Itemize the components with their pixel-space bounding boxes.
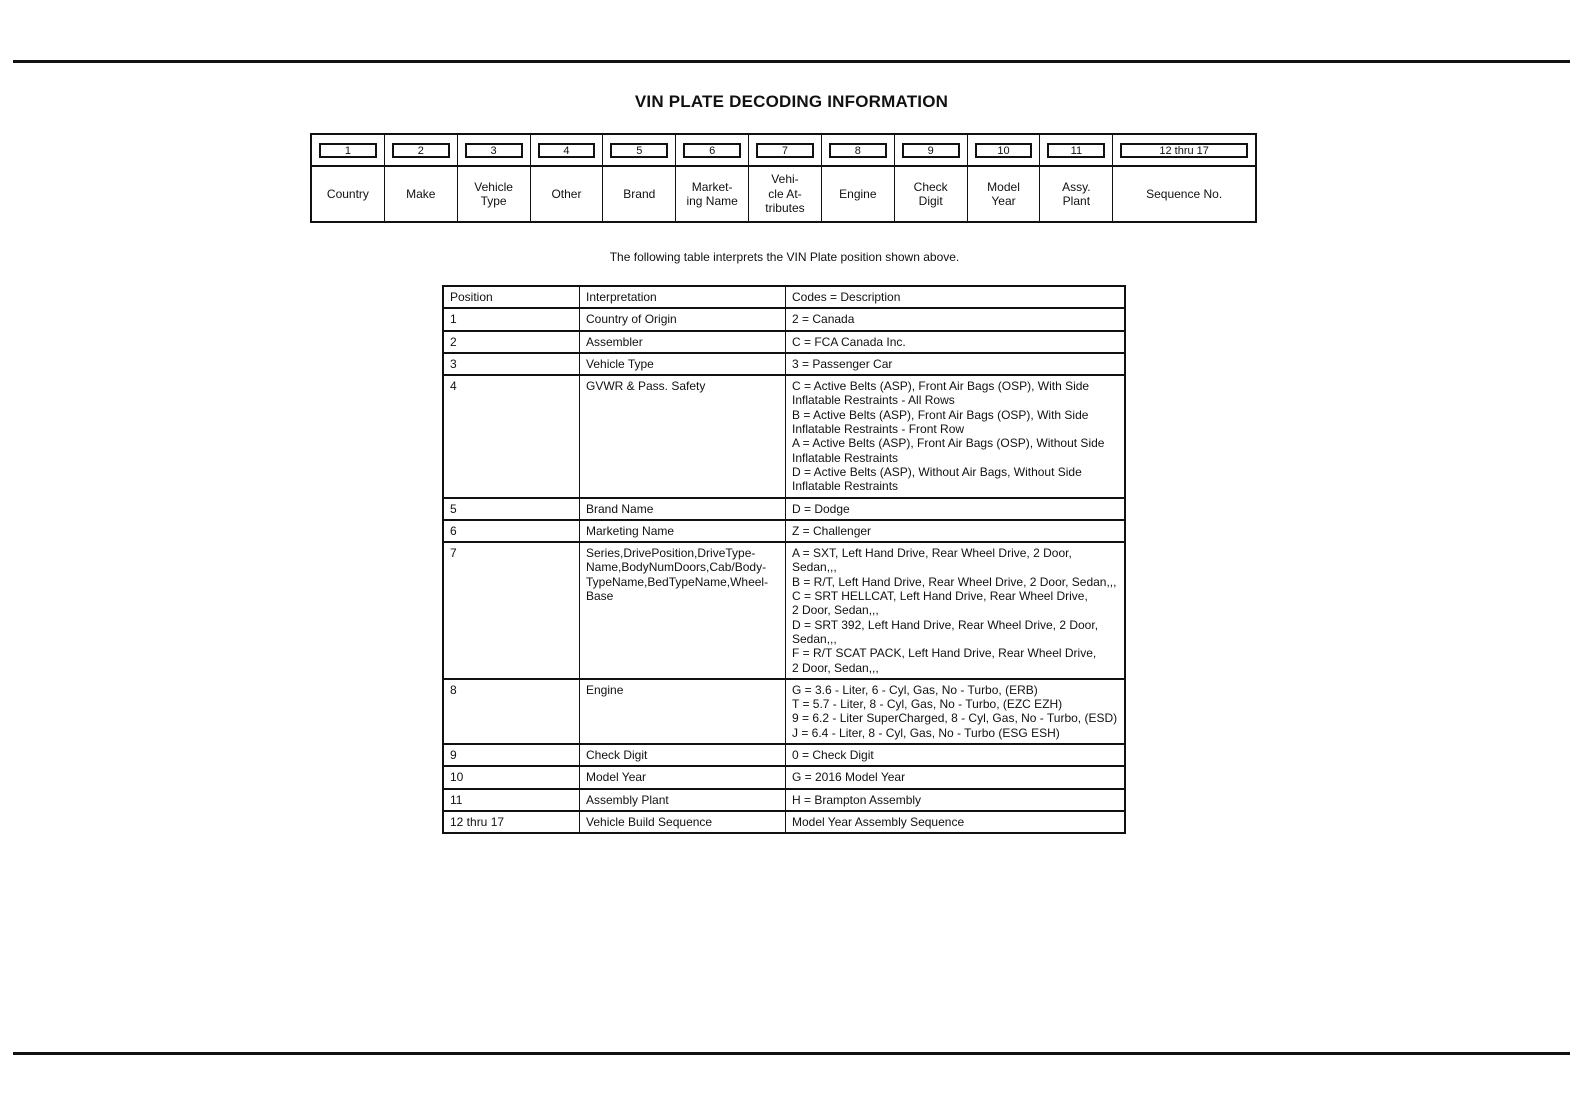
table-cell: 8: [443, 679, 580, 744]
table-cell: Marketing Name: [580, 520, 786, 542]
table-cell: 6: [443, 520, 580, 542]
table-cell: 11: [443, 789, 580, 811]
vin-position-number-cell: [385, 135, 457, 167]
table-row: [443, 789, 1125, 811]
vin-position-9: [895, 135, 968, 221]
vin-decoding-table: [442, 285, 1126, 834]
vin-position-label: Other: [551, 186, 582, 201]
table-cell: 12 thru 17: [443, 811, 580, 833]
vin-position-8: [822, 135, 895, 221]
vin-position-5: [603, 135, 676, 221]
table-cell: Series,DrivePosition,DriveType- Name,BodyNumDoors,Cab/Body- TypeName,BedTypeName,Wheel- Base: [580, 542, 786, 679]
table-cell: 3 = Passenger Car: [786, 353, 1126, 375]
vin-position-number: 10: [975, 143, 1033, 158]
vin-position-number-cell: [749, 135, 821, 167]
table-row: [443, 520, 1125, 542]
vin-position-11: [1040, 135, 1113, 221]
vin-plate-diagram: [310, 133, 1257, 223]
vin-position-number: 7: [756, 143, 814, 158]
vin-position-12: [1113, 135, 1255, 221]
table-cell: 1: [443, 308, 580, 330]
table-cell: C = FCA Canada Inc.: [786, 331, 1126, 353]
vin-position-number-cell: [1040, 135, 1112, 167]
table-row: [443, 542, 1125, 679]
table-cell: Model Year Assembly Sequence: [786, 811, 1126, 833]
table-cell: 2: [443, 331, 580, 353]
vin-position-label: Make: [406, 186, 436, 201]
table-cell: 7: [443, 542, 580, 679]
vin-position-label: Check Digit: [913, 179, 948, 208]
vin-position-number: 8: [829, 143, 887, 158]
vin-position-number: 9: [902, 143, 960, 158]
vin-position-number-cell: [312, 135, 384, 167]
table-cell: A = SXT, Left Hand Drive, Rear Wheel Drive, 2 Door, Sedan,,, B = R/T, Left Hand Drive, Rear Wheel Drive, 2 Door, Sedan,,, C = SRT HELLCAT, Left Hand Drive, Rear Wheel Drive, 2 Door, Sedan,,, D = SRT 392, Left Hand Drive, Rear Wheel Drive, 2 Door, Sedan,,, F = R/T SCAT PACK, Left Hand Drive, Rear Wheel Drive, 2 Door, Sedan,,,: [786, 542, 1126, 679]
vin-position-number-cell: [531, 135, 603, 167]
bottom-rule: [13, 1052, 1570, 1055]
vin-position-label: Sequence No.: [1146, 186, 1223, 201]
table-row: [443, 811, 1125, 833]
table-cell: Model Year: [580, 766, 786, 788]
table-cell: G = 3.6 - Liter, 6 - Cyl, Gas, No - Turbo, (ERB) T = 5.7 - Liter, 8 - Cyl, Gas, No - Turbo, (EZC EZH) 9 = 6.2 - Liter SuperCharged, 8 - Cyl, Gas, No - Turbo, (ESD) J = 6.4 - Liter, 8 - Cyl, Gas, No - Turbo (ESG ESH): [786, 679, 1126, 744]
vin-position-number: 3: [465, 143, 523, 158]
vin-position-label: Model Year: [987, 179, 1020, 208]
table-cell: Engine: [580, 679, 786, 744]
vin-position-number: 5: [610, 143, 668, 158]
vin-position-3: [458, 135, 531, 221]
vin-position-number: 2: [392, 143, 450, 158]
vin-position-number: 12 thru 17: [1120, 143, 1248, 158]
table-row: [443, 331, 1125, 353]
vin-position-number: 1: [319, 143, 377, 158]
vin-position-6: [676, 135, 749, 221]
vin-position-number-cell: [458, 135, 530, 167]
table-cell: 9: [443, 744, 580, 766]
vin-position-label: Brand: [623, 186, 656, 201]
table-header-cell: Codes = Description: [786, 286, 1126, 308]
table-cell: C = Active Belts (ASP), Front Air Bags (OSP), With Side Inflatable Restraints - All Rows B = Active Belts (ASP), Front Air Bags (OSP), With Side Inflatable Restraints - Front Row A = Active Belts (ASP), Front Air Bags (OSP), Without Side Inflatable Restraints D = Active Belts (ASP), Without Air Bags, Without Side Inflatable Restraints: [786, 375, 1126, 497]
vin-position-2: [385, 135, 458, 221]
vin-position-number: 4: [538, 143, 596, 158]
vin-position-label: Assy. Plant: [1062, 179, 1091, 208]
table-header-row: [443, 286, 1125, 308]
table-cell: 2 = Canada: [786, 308, 1126, 330]
vin-position-label: Vehi- cle At- tributes: [765, 172, 805, 216]
table-cell: Country of Origin: [580, 308, 786, 330]
vin-position-number-cell: [1113, 135, 1255, 167]
table-row: [443, 375, 1125, 497]
table-cell: Vehicle Build Sequence: [580, 811, 786, 833]
vin-position-label: Country: [326, 186, 369, 201]
vin-position-number-cell: [676, 135, 748, 167]
vin-position-label: Market- ing Name: [686, 179, 738, 208]
vin-position-label: Vehicle Type: [474, 179, 513, 208]
vin-position-7: [749, 135, 822, 221]
table-cell: 10: [443, 766, 580, 788]
vin-position-10: [968, 135, 1041, 221]
vin-position-number-cell: [895, 135, 967, 167]
table-row: [443, 744, 1125, 766]
vin-position-number-cell: [822, 135, 894, 167]
table-cell: Brand Name: [580, 498, 786, 520]
table-cell: D = Dodge: [786, 498, 1126, 520]
table-cell: Check Digit: [580, 744, 786, 766]
vin-position-label: Engine: [839, 186, 877, 201]
vin-position-number: 6: [683, 143, 741, 158]
table-cell: 5: [443, 498, 580, 520]
table-row: [443, 766, 1125, 788]
page-title: VIN PLATE DECODING INFORMATION: [634, 92, 949, 111]
table-header-cell: Position: [443, 286, 580, 308]
table-cell: Z = Challenger: [786, 520, 1126, 542]
vin-position-1: [312, 135, 385, 221]
table-cell: Assembly Plant: [580, 789, 786, 811]
vin-position-number-cell: [968, 135, 1040, 167]
top-rule: [13, 60, 1570, 63]
table-row: [443, 353, 1125, 375]
table-cell: G = 2016 Model Year: [786, 766, 1126, 788]
vin-position-number-cell: [603, 135, 675, 167]
table-cell: Vehicle Type: [580, 353, 786, 375]
table-cell: H = Brampton Assembly: [786, 789, 1126, 811]
table-cell: 0 = Check Digit: [786, 744, 1126, 766]
vin-position-4: [531, 135, 604, 221]
table-cell: 4: [443, 375, 580, 497]
table-cell: GVWR & Pass. Safety: [580, 375, 786, 497]
table-intro-note: The following table interprets the VIN Plate position shown above.: [609, 250, 960, 264]
table-row: [443, 498, 1125, 520]
table-cell: 3: [443, 353, 580, 375]
table-cell: Assembler: [580, 331, 786, 353]
table-row: [443, 679, 1125, 744]
table-header-cell: Interpretation: [580, 286, 786, 308]
table-row: [443, 308, 1125, 330]
vin-position-number: 11: [1047, 143, 1105, 158]
